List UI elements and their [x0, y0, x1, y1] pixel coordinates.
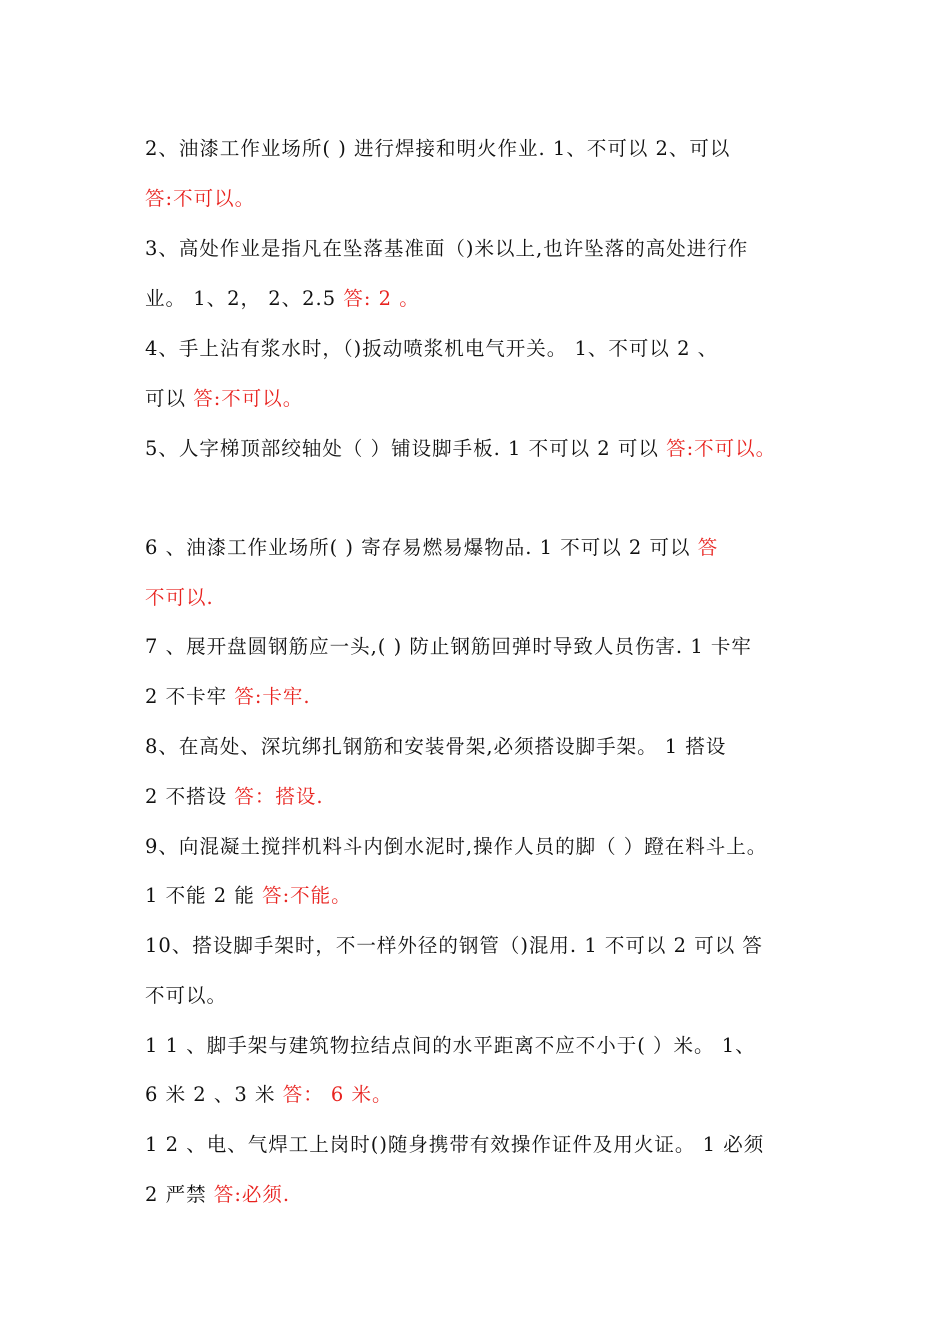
question-text: 2 不搭设: [145, 785, 235, 808]
question-text: 4、手上沾有浆水时，（)扳动喷浆机电气开关。 1、不可以 2 、: [145, 337, 719, 360]
answer-text: 答:卡牢.: [234, 685, 311, 708]
question-line: [145, 185, 255, 213]
question-line: [145, 534, 718, 562]
question-line: [145, 633, 752, 661]
question-text: 7 、展开盘圆钢筋应一头,( ) 防止钢筋回弹时导致人员伤害. 1 卡牢: [145, 635, 752, 658]
question-text: 9、向混凝土搅拌机料斗内倒水泥时,操作人员的脚（ ）蹬在料斗上。: [145, 835, 768, 858]
question-text: 不可以。: [145, 984, 228, 1007]
question-line: [145, 385, 303, 413]
question-line: [145, 733, 726, 761]
question-line: [145, 584, 214, 612]
question-line: [145, 683, 311, 711]
question-line: [145, 982, 227, 1010]
answer-text: 答:不能。: [262, 884, 352, 907]
answer-text: 答：搭设.: [234, 785, 324, 808]
question-line: [145, 335, 718, 363]
question-text: 2 不卡牢: [145, 685, 235, 708]
answer-text: 答:不可以。: [193, 387, 304, 410]
answer-text: 不可以.: [145, 586, 214, 609]
question-text: 可以: [145, 387, 194, 410]
answer-text: 答:必须.: [213, 1183, 291, 1206]
question-text: 1 1 、脚手架与建筑物拉结点间的水平距离不应不小于( ）米。 1、: [145, 1034, 756, 1057]
question-line: [145, 1081, 393, 1109]
question-line: [145, 783, 324, 811]
question-line: [145, 882, 352, 910]
question-text: 6 、油漆工作业场所( ) 寄存易燃易爆物品. 1 不可以 2 可以: [145, 536, 698, 559]
question-line: [145, 1032, 756, 1060]
answer-text: 答: [697, 536, 719, 559]
question-text: 2、油漆工作业场所( ) 进行焊接和明火作业. 1、不可以 2、可以: [145, 137, 731, 160]
question-line: [145, 833, 767, 861]
question-text: 10、搭设脚手架时，不一样外径的钢管（)混用. 1 不可以 2 可以 答: [145, 934, 763, 957]
answer-text: 答:不可以。: [666, 437, 777, 460]
answer-text: 答： 6 米。: [282, 1083, 393, 1106]
question-line: [145, 435, 776, 463]
question-text: 1 不能 2 能: [145, 884, 263, 907]
question-line: [145, 235, 748, 263]
question-text: 8、在高处、深坑绑扎钢筋和安装骨架,必须搭设脚手架。 1 搭设: [145, 735, 727, 758]
question-text: 3、高处作业是指凡在坠落基准面（)米以上,也许坠落的高处进行作: [145, 237, 749, 260]
question-text: 6 米 2 、3 米: [145, 1083, 283, 1106]
question-line: [145, 932, 763, 960]
question-text: 5、人字梯顶部绞轴处（ ）铺设脚手板. 1 不可以 2 可以: [145, 437, 667, 460]
answer-text: 答: 2 。: [343, 287, 420, 310]
question-line: [145, 1131, 764, 1159]
question-text: 业。 1、2， 2、2.5: [145, 287, 344, 310]
question-line: [145, 285, 420, 313]
answer-text: 答:不可以。: [145, 187, 256, 210]
question-line: [145, 135, 730, 163]
question-line: [145, 1181, 290, 1209]
question-text: 2 严禁: [145, 1183, 214, 1206]
question-text: 1 2 、电、气焊工上岗时()随身携带有效操作证件及用火证。 1 必须: [145, 1133, 765, 1156]
